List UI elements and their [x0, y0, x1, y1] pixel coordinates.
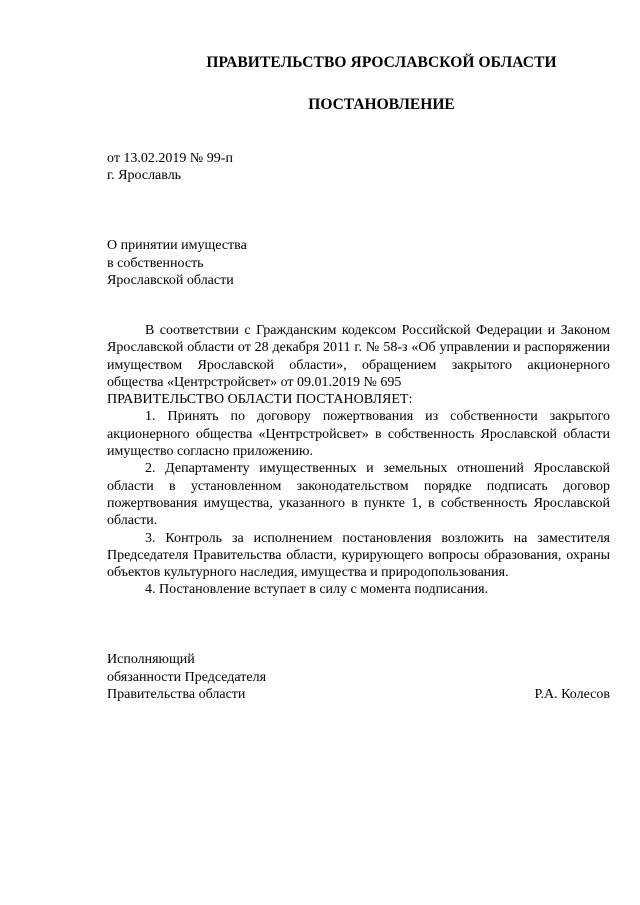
- signer-title-line-1: Исполняющий: [107, 652, 195, 667]
- city: г. Ярославль: [107, 168, 182, 183]
- signer-title-line-3: Правительства области: [107, 687, 246, 702]
- document-meta: [107, 150, 233, 184]
- item-4-paragraph: 4. Постановление вступает в силу с момента подписания.: [145, 582, 489, 598]
- document-type-title: ПОСТАНОВЛЕНИЕ: [308, 96, 455, 113]
- signer-name: Р.А. Колесов: [534, 687, 610, 702]
- document-subject: [107, 237, 247, 290]
- signature-block: [107, 651, 610, 704]
- item-1-paragraph: 1. Принять по договору пожертвования из собственности закрытого акционерного общества «Центрстройсвет» в собственность Ярославской области имущество согласно приложению.: [107, 409, 610, 460]
- preamble-paragraph: В соответствии с Гражданским кодексом Российской Федерации и Законом Ярославской области от 28 декабря 2011 г. № 58-з «Об управлении и распоряжении имуществом Ярославской области», обращением закрытого акционерного общества «Центрстройсвет» от 09.01.2019 № 695: [107, 323, 610, 390]
- subject-line-2: в собственность: [107, 255, 204, 271]
- item-2-paragraph: 2. Департаменту имущественных и земельных отношений Ярославской области в установленном законодательством порядке подписать договор пожертвования имущества, указанного в пункте 1, в собственность Ярославской области.: [107, 461, 610, 529]
- subject-line-3: Ярославской области: [107, 273, 234, 288]
- government-title: ПРАВИТЕЛЬСТВО ЯРОСЛАВСКОЙ ОБЛАСТИ: [206, 54, 557, 71]
- item-3-paragraph: 3. Контроль за исполнением постановления возложить на заместителя Председателя Правительства области, курирующего вопросы образования, охраны объектов культурного наследия, имущества и природопользования.: [107, 530, 610, 581]
- decree-line: ПРАВИТЕЛЬСТВО ОБЛАСТИ ПОСТАНОВЛЯЕТ:: [107, 392, 413, 408]
- subject-line-1: О принятии имущества: [107, 238, 247, 253]
- signer-title-line-2: обязанности Председателя: [107, 669, 267, 685]
- date-number: от 13.02.2019 № 99-п: [107, 151, 233, 166]
- document-body: [107, 322, 610, 599]
